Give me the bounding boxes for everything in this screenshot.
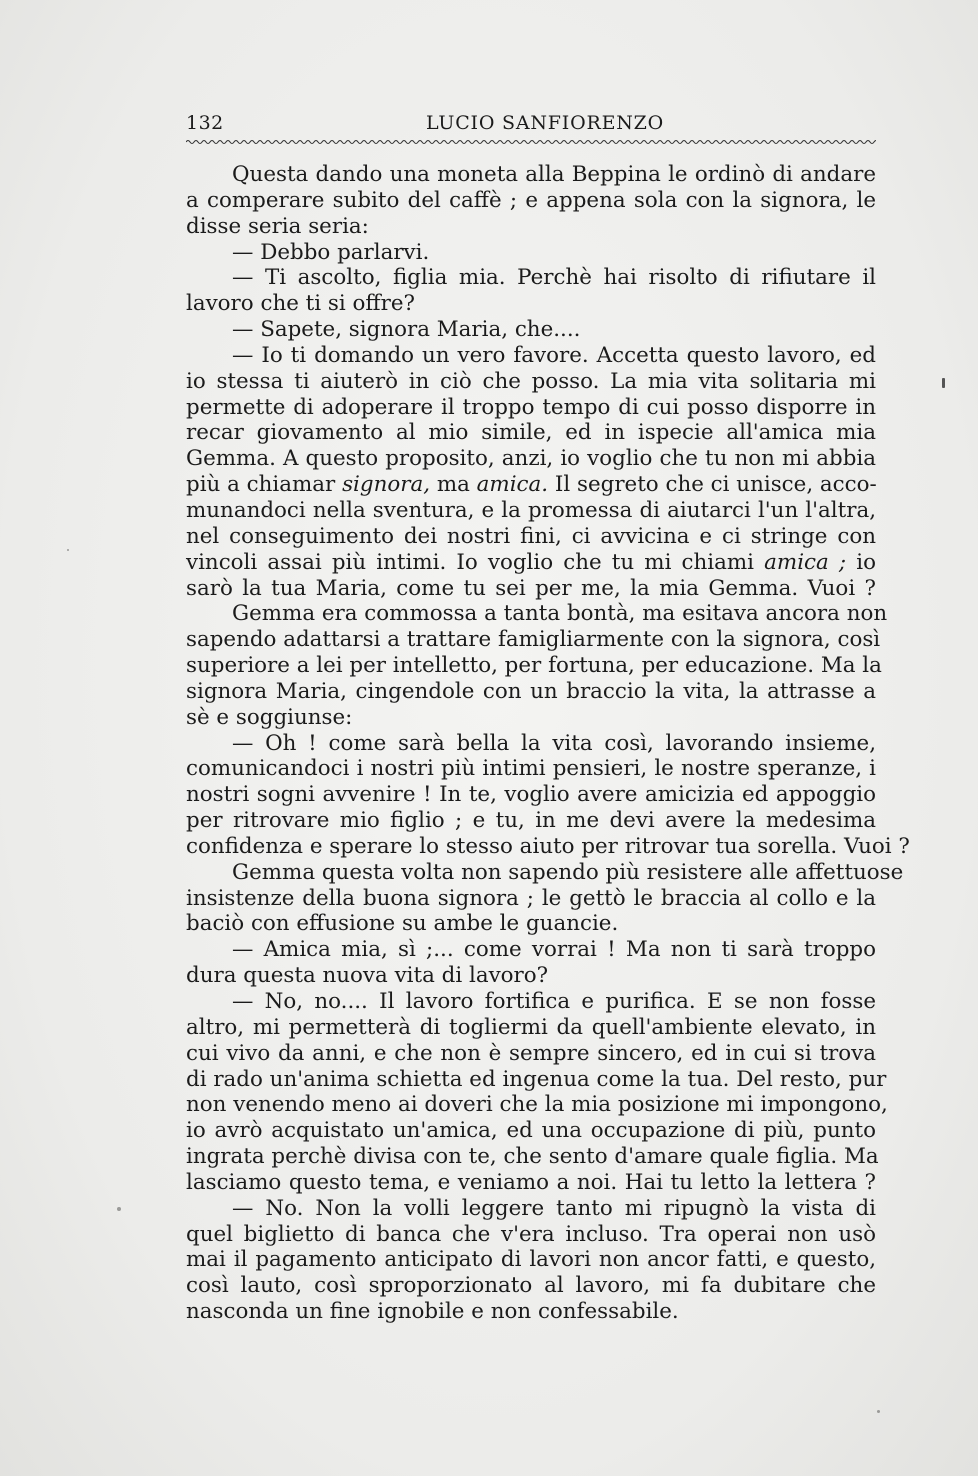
text-segment: superiore a lei per intelletto, per fortuna, per educazione. Ma la [186,653,882,679]
text-line [186,705,876,731]
text-segment: ma [430,472,477,498]
text-segment: io [846,549,876,575]
text-line [186,214,876,240]
paper-speckle [942,378,945,388]
text-segment: insistenze della buona signora ; le gettò le braccia al collo e la [186,885,876,911]
text-line [186,756,876,782]
text-segment: altro, mi permetterà di togliermi da quell'ambiente elevato, in [186,1014,876,1040]
text-segment: per ritrovare mio figlio ; e tu, in me devi avere la medesima [186,808,876,834]
text-segment: — No. Non la volli leggere tanto mi ripugnò la vista di [232,1195,876,1221]
text-segment: nostri sogni avvenire ! In te, voglio avere amicizia ed appoggio [186,782,876,808]
page-number: 132 [186,112,224,134]
text-line [186,1170,876,1196]
body-text [186,162,910,1325]
text-line [186,524,876,550]
text-segment: più a chiamar [186,472,343,498]
text-line [186,240,876,266]
italic-text: amica ; [764,549,847,575]
text-segment: — Oh ! come sarà bella la vita così, lavorando insieme, [232,730,876,756]
text-line [186,859,904,886]
text-segment: baciò con effusione su ambe le guancie. [186,911,619,937]
text-line [186,782,876,808]
paper-speckle [117,1207,121,1211]
text-line [186,265,876,291]
text-segment: io stessa ti aiuterò in ciò che posso. La mia vita solitaria mi [186,368,876,394]
text-segment: mai il pagamento anticipato di lavori non ancor fatti, e questo, [186,1247,876,1273]
text-line [186,1041,876,1067]
text-segment: io avrò acquistato un'amica, ed una occupazione di più, punto [186,1118,876,1144]
paper-speckle [877,1410,880,1413]
text-segment: Gemma questa volta non sapendo più resistere alle affettuose [232,859,904,885]
italic-text: amica. [476,472,549,498]
text-line [186,1144,879,1170]
text-line [186,911,876,937]
text-segment: sapendo adattarsi a trattare famigliarmente con la signora, così [186,627,881,653]
text-segment: — Ti ascolto, figlia mia. Perchè hai risolto di rifiutare il [232,265,876,291]
text-line [186,1092,888,1118]
text-line [186,343,876,369]
text-segment: confidenza e sperare lo stesso aiuto per ritrovar tua sorella. Vuoi ? [186,833,910,859]
text-line [186,395,876,421]
text-segment: — No, no.... Il lavoro fortifica e purifica. E se non fosse [232,989,876,1014]
text-line [186,679,876,705]
text-line [186,1222,876,1248]
text-segment: nel conseguimento dei nostri fini, ci avvicina e ci stringe con [186,523,876,549]
text-line [186,989,876,1015]
text-segment: a comperare subito del caffè ; e appena sola con la signora, le [186,187,876,213]
text-line [186,808,876,834]
text-segment: Gemma. A questo proposito, anzi, io voglio che tu non mi abbia [186,446,876,472]
text-line [186,601,888,627]
text-line [186,1273,876,1299]
text-segment: permette di adoperare il troppo tempo di cui posso disporre in [186,394,876,420]
text-segment: quel biglietto di banca che v'era incluso. Tra operai non usò [186,1221,876,1247]
text-line [186,420,876,446]
text-line [186,886,876,912]
text-line [186,1066,887,1093]
text-line [186,833,910,860]
text-segment: — Io ti domando un vero favore. Accetta questo lavoro, ed [232,342,876,368]
paper-speckle [67,549,69,551]
text-line [186,1196,876,1222]
text-segment: lasciamo questo tema, e veniamo a noi. Hai tu letto la lettera ? [186,1169,876,1195]
text-segment: lavoro che ti si offre? [186,291,415,317]
text-line [186,963,876,989]
text-line [186,369,876,395]
text-line [186,550,876,576]
text-segment: così lauto, così sproporzionato al lavoro, mi fa dubitare che [186,1273,876,1299]
text-line [186,937,876,963]
text-segment: Questa dando una moneta alla Beppina le ordinò di andare [232,162,876,187]
text-segment: — Debbo parlarvi. [232,239,430,265]
running-title: LUCIO SANFIORENZO [426,112,665,134]
italic-text: signora, [342,472,431,498]
text-line [186,162,876,188]
text-segment: sarò la tua Maria, come tu sei per me, la mia Gemma. Vuoi ? [186,575,876,601]
text-segment: Il segreto che ci unisce, acco- [548,472,877,498]
text-segment: ingrata perchè divisa con te, che sento d'amare quale figlia. Ma [186,1144,879,1170]
text-line [186,627,881,653]
wavy-rule [186,138,876,146]
text-line [186,653,882,679]
text-segment: cui vivo da anni, e che non è sempre sincero, ed in cui si trova [186,1040,876,1066]
text-segment: sè e soggiunse: [186,704,353,730]
text-segment: — Sapete, signora Maria, che.... [232,317,581,343]
text-segment: dura questa nuova vita di lavoro? [186,963,549,989]
text-line [186,498,876,524]
text-line [186,576,876,602]
text-line [186,317,876,343]
running-header [186,110,876,144]
text-segment: disse seria seria: [186,213,369,239]
text-line [186,1247,876,1273]
text-line [186,1015,876,1041]
text-segment: munandoci nella sventura, e la promessa di aiutarci l'un l'altra, [186,497,876,523]
text-segment: signora Maria, cingendole con un braccio la vita, la attrasse a [186,678,876,704]
text-line [186,188,876,214]
text-line [186,291,876,317]
text-line [186,446,876,472]
text-segment: vincoli assai più intimi. Io voglio che tu mi chiami [186,549,765,575]
text-segment: — Amica mia, sì ;... come vorrai ! Ma non ti sarà troppo [232,937,876,963]
text-line [186,472,876,498]
text-segment: recar giovamento al mio simile, ed in ispecie all'amica mia [186,420,876,446]
text-line [186,731,876,757]
text-line [186,1118,876,1144]
text-segment: comunicandoci i nostri più intimi pensieri, le nostre speranze, i [186,756,876,782]
text-segment: non venendo meno ai doveri che la mia posizione mi impongono, [186,1092,888,1118]
text-line [186,1299,876,1325]
text-segment: nasconda un fine ignobile e non confessabile. [186,1299,679,1325]
text-segment: Gemma era commossa a tanta bontà, ma esitava ancora non [232,601,888,627]
text-segment: di rado un'anima schietta ed ingenua come la tua. Del resto, pur [186,1066,887,1092]
